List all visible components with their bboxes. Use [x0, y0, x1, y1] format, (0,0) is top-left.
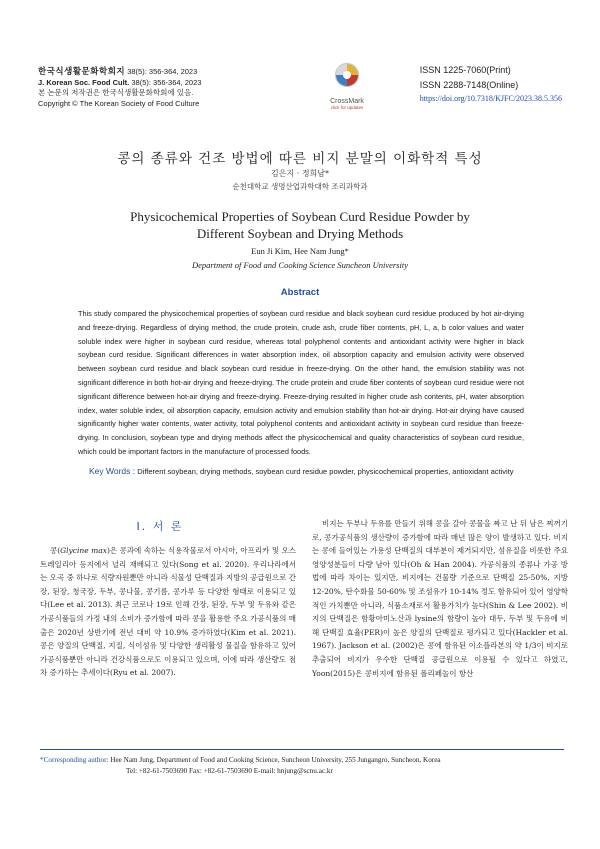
title-english-line2: Different Soybean and Drying Methods [196, 226, 404, 241]
crossmark-label: CrossMark [330, 98, 364, 105]
footnote-label: *Corresponding author: [40, 756, 109, 764]
title-english-line1: Physicochemical Properties of Soybean Curd Residue Powder by [130, 209, 470, 224]
authors-english: Eun Ji Kim, Hee Nam Jung* [251, 246, 349, 256]
body-column-left [40, 544, 296, 680]
body-column-right: 비지는 두부나 두유를 만들기 위해 콩을 갈아 콩물을 짜고 난 뒤 남은 찌꺼기로, 콩가공식품의 생산량이 증가함에 따라 매년 많은 양이 발생하고 있다. 비지는 콩에 들어있는 가용성 단백질의 대부분이 제거되지만, 섬유질을 비롯한 주요 영양성분들이 다량 남아 있다(Oh & Han 2004). 가공식품의 종류나 가공 방법에 따라 차이는 있지만, 비지에는 건물량 기준으로 단백질 25-50%, 지방 12-20%, 탄수화물 50-60% 및 조섬유가 10-14% 정도 함유되어 있어 영양학적인 가치뿐만 아니라, 식품소재로서 활용가치가 높다(Shin & Lee 2002). 비지의 단백질은 함황아미노산과 lysine의 함량이 높아 대두, 두부 및 두유에 비해 단백질 효율(PER)이 높은 양질의 단백질로 평가되고 있다(Hackler et al. 1967). Jackson et al. (2002)은 콩에 함유된 이소플라본의 약 1/3이 비지로 추출되어 비지가 우수한 단백질 공급원으로 이용될 수 있다고 하였고, Yoon(2015)은 콩비지에 함유된 폴리페놀이 항산 [312, 519, 568, 678]
keywords-text: Different soybean, drying methods, soybean curd residue powder, physicochemical properties, antioxidant activity [137, 467, 514, 476]
left-col-text-b: )은 콩과에 속하는 식용작물로서 아시아, 아프리카 및 오스트레일리아 등지에서 널리 재배되고 있다(Song et al. 2020). 우리나라에서는 오곡 중 하나로 식량자원뿐만 아니라 식물성 단백질과 지방의 공급원으로 간장, 된장, 청국장, 두부, 콩나물, 콩기름, 콩가루 등 다양한 형태로 이용되고 있다(Lee et al. 2013). 최근 코로나 19로 인해 간장, 된장, 두부 및 두유와 같은 가공식품들의 가정 내의 소비가 증가함에 따라 콩을 활용한 주요 가공식품의 매출은 2020년 상반기에 전년 대비 약 10.9% 증가하였다(Kim et al. 2021). 콩은 양질의 단백질, 지질, 식이섬유 및 다양한 생리활성 물질을 함유하고 있어 가공식품뿐만 아니라 건강식품으로도 이용되고 있으며, 이에 따라 생산량도 점차 증가하는 추세이다(Ryu et al. 2007). [40, 546, 296, 678]
authors-korean: 김은지 · 정희남* [271, 169, 329, 178]
keywords-block [89, 466, 529, 478]
crossmark-badge[interactable] [325, 62, 369, 110]
journal-header [38, 66, 201, 109]
title-korean: 콩의 종류와 건조 방법에 따른 비지 분말의 이화학적 특성 [117, 151, 483, 167]
copyright-en: Copyright © The Korean Society of Food Culture [38, 98, 200, 108]
issn-print: ISSN 1225-7060(Print) [419, 65, 511, 75]
title-english [0, 208, 600, 242]
left-col-text-a: 콩( [50, 546, 61, 555]
section-heading-introduction: Ⅰ. 서 론 [136, 520, 184, 533]
crossmark-sublabel: click for updates [330, 105, 364, 110]
keywords-label: Key Words : [89, 466, 136, 476]
affiliation-korean: 순천대학교 생명산업과학대학 조리과학과 [232, 182, 368, 191]
crossmark-icon [334, 62, 360, 92]
species-name: Glycine max [60, 546, 107, 555]
doi-link[interactable]: https://doi.org/10.7318/KJFC/2023.38.5.356 [419, 94, 562, 103]
journal-cite-ko: 38(5): 356-364, 2023 [127, 67, 198, 76]
footnote [40, 755, 560, 777]
footnote-divider [40, 749, 564, 750]
abstract-heading: Abstract [280, 287, 320, 298]
abstract-body: This study compared the physicochemical properties of soybean curd residue and black soybean curd residue produced by hot air-drying and freeze-drying. Regardless of drying method, the crude protein, crude ash, crude fiber contents, pH, L, a, b color values and water soluble index were higher in soybean curd residue, whereas total polyphenol contents and antioxidant activity were higher in black soybean curd residue. Significant differences in water absorption index, oil absorption capacity and emulsion activity were observed between soybean curd residue and black soybean curd residue in freeze-drying. On the other hand, the emulsion stability was not significant difference in both hot-air drying and freeze-drying. The crude protein and crude fiber contents of soybean curd residue were not significant difference between hot-air drying and freeze-drying. Freeze-drying resulted in higher crude ash contents, pH, water absorption index, water soluble index, oil absorption capacity, emulsion activity and emulsion stability than hot-air drying. Hot-air drying have caused significantly higher water contents, water activity, total polyphenol contents and antioxidant activity in soybean curd residue than freeze-drying. In conclusion, soybean type and drying methods affect the physicochemical and quality characteristics of soybean curd residue, which could be important factors in the manufacture of processed foods. [78, 309, 524, 456]
journal-cite-en: 38(5): 356-364, 2023 [131, 77, 202, 87]
copyright-ko: 본 논문의 저작권은 한국식생활문화학회에 있음. [38, 88, 194, 97]
affiliation-english: Department of Food and Cooking Science Suncheon University [192, 260, 408, 270]
issn-online: ISSN 2288-7148(Online) [419, 80, 519, 90]
journal-name-en: J. Korean Soc. Food Cult. [38, 77, 130, 87]
journal-name-ko: 한국식생활문화학회지 [38, 66, 126, 76]
issn-block [420, 63, 562, 104]
footnote-line2: Tel: +82-61-7503690 Fax: +82-61-7503690 E-mail: hnjung@scnu.ac.kr [126, 767, 333, 775]
footnote-line1: Hee Nam Jung, Department of Food and Cooking Science, Suncheon University, 255 Jungangro, Suncheon, Korea [110, 756, 441, 764]
